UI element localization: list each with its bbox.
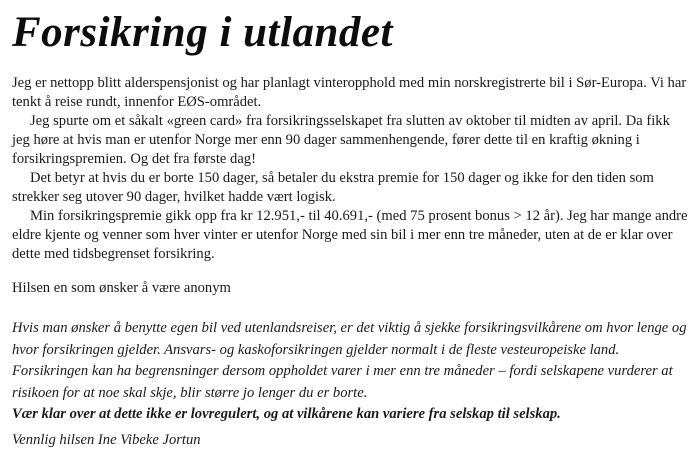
reply-bold-note: Vær klar over at dette ikke er lovregulert, og at vilkårene kan variere fra selskap til selskap. xyxy=(12,406,561,422)
reply-text: Hvis man ønsker å benytte egen bil ved utenlandsreiser, er det viktig å sjekke forsikringsvilkårene om hvor lenge og hvor forsikringen gjelder. Ansvars- og kaskoforsikringen gjelder normalt i de fleste vesteuropeiske land. Forsikringen kan ha begrensninger dersom oppholdet varer i mer enn tre måneder – fordi selskapene vurderer at risikoen for at noe skal skje, blir større jo lenger du er borte. xyxy=(12,320,687,401)
reply-signature: Vennlig hilsen Ine Vibeke Jortun xyxy=(12,431,201,448)
letter-paragraph: Jeg spurte om et såkalt «green card» fra forsikringsselskapet fra slutten av oktober til midten av april. Da fikk jeg høre at hvis man er utenfor Norge mer enn 90 dager sammenhengende, fører dette til en kraftig økning i forsikringspremien. Og det fra første dag! xyxy=(12,113,670,167)
letter-paragraph: Min forsikringspremie gikk opp fra kr 12.951,- til 40.691,- (med 75 prosent bonus > 12 år). Jeg har mange andre eldre kjente og venner som hver vinter er utenfor Norge med sin bil i mer enn tre måneder, uten at de er klar over dette med tidsbegrenset forsikring. xyxy=(12,208,688,262)
reader-letter xyxy=(12,74,690,264)
expert-reply xyxy=(12,318,690,426)
letter-paragraph: Det betyr at hvis du er borte 150 dager, så betaler du ekstra premie for 150 dager og ikke for den tiden som strekker seg utover 90 dager, hvilket hadde vært logisk. xyxy=(12,170,654,205)
article-title: Forsikring i utlandet xyxy=(12,9,393,56)
letter-signature: Hilsen en som ønsker å være anonym xyxy=(12,280,231,296)
letter-paragraph: Jeg er nettopp blitt alderspensjonist og har planlagt vinteropphold med min norskregistrerte bil i Sør-Europa. Vi har tenkt å reise rundt, innenfor EØS-området. xyxy=(12,75,687,110)
